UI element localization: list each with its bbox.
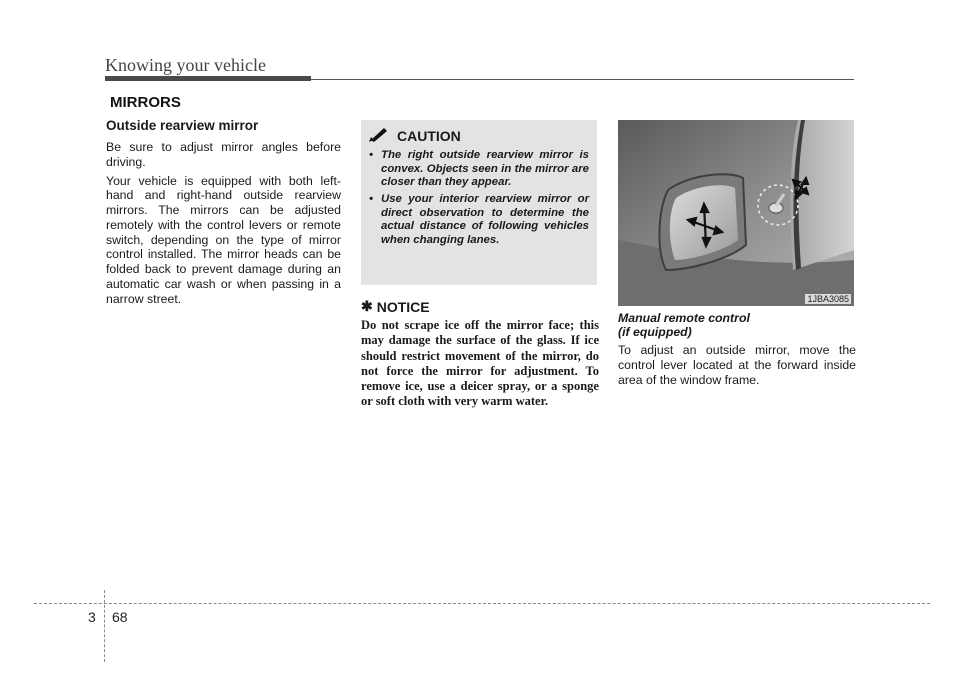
caution-box <box>361 120 597 285</box>
caption-line: (if equipped) <box>618 325 692 340</box>
caution-item: • Use your interior rearview mirror or direct observation to determine the actual distance of following vehicles when changing lanes. <box>369 193 589 248</box>
chapter-number: 3 <box>88 609 96 625</box>
page-number: 68 <box>112 609 128 625</box>
section-header: Knowing your vehicle <box>105 55 266 75</box>
header-rule-thick <box>105 76 311 81</box>
notice-header <box>361 298 599 315</box>
notice-text: Do not scrape ice off the mirror face; this may damage the surface of the glass. If ice should restrict movement of the mirror, do not force the mirror for adjustment. To remove ice, use a deicer spray, or a sponge or soft cloth with very warm water. <box>361 318 599 409</box>
page-title: MIRRORS <box>110 94 181 111</box>
paragraph: To adjust an outside mirror, move the control lever located at the forward inside area of the window frame. <box>618 343 856 387</box>
header-rule-thin <box>311 79 854 80</box>
footer-divider-vertical <box>104 590 105 662</box>
footer-divider <box>34 603 930 604</box>
figure-code: 1JBA3085 <box>807 294 849 304</box>
mirror-illustration <box>618 120 854 306</box>
caution-list <box>369 149 589 248</box>
caption-line: Manual remote control <box>618 311 750 325</box>
notice-star-icon: ✱ <box>361 298 373 314</box>
column-left <box>106 118 341 310</box>
caution-title: CAUTION <box>397 127 461 144</box>
pencil-icon <box>369 126 389 145</box>
paragraph: Be sure to adjust mirror angles before driving. <box>106 140 341 169</box>
caution-item: • The right outside rearview mirror is convex. Objects seen in the mirror are closer than they appear. <box>369 149 589 190</box>
notice-title: NOTICE <box>376 298 430 315</box>
caution-header <box>369 126 589 145</box>
paragraph: Your vehicle is equipped with both left-hand and right-hand outside rearview mirrors. The mirrors can be adjusted remotely with the control levers or remote switch, depending on the type of mirror control installed. The mirror heads can be folded back to prevent damage during an automatic car wash or when passing in a narrow street. <box>106 173 341 306</box>
caption <box>618 311 856 339</box>
notice-section <box>361 298 599 410</box>
subsection-title: Outside rearview mirror <box>106 118 259 133</box>
column-right <box>618 311 856 392</box>
mirror-control-photo <box>618 120 854 306</box>
